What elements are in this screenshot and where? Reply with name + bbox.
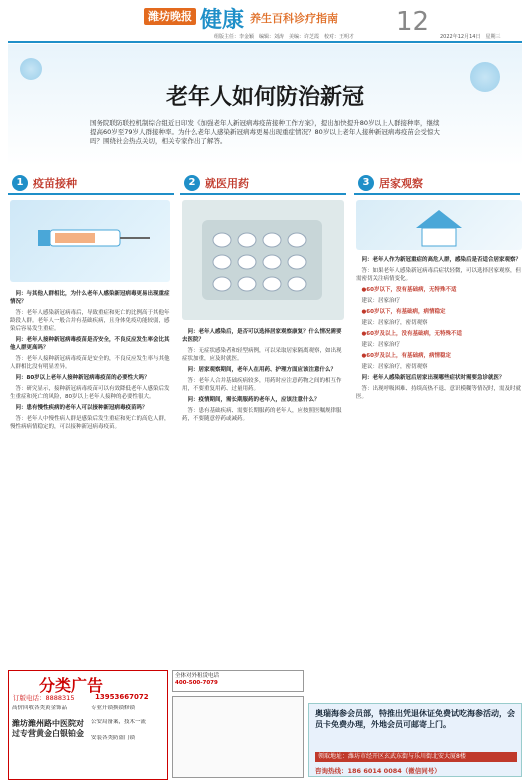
classified-item: 安装各类防盗门锁: [91, 735, 136, 741]
section-number: 1: [12, 175, 28, 191]
header-divider: [8, 41, 522, 43]
ad-address: 领取地址：潍坊市经开区玄武东街与乐川街北安大厦8楼: [315, 752, 517, 762]
misc-ad: [172, 696, 304, 778]
classified-phone: 订版电话：8888315: [13, 694, 75, 702]
question: 问：老年人接种新冠病毒疫苗是否安全，不良反应发生率会比其他人群更高吗？: [10, 337, 170, 351]
section-title: 健康: [200, 7, 245, 33]
section-number: 3: [358, 175, 374, 191]
page-header: [0, 0, 530, 42]
col3-qa: [356, 256, 522, 404]
medicine-pills-icon: [182, 200, 344, 320]
credits: 组版主任：李金颖 编辑：刘涛 美编：许芝霞 校对：王明才: [214, 34, 355, 40]
page-number: 12: [396, 7, 430, 37]
ad-headline: 奥瑞海参会员部，特推出凭退休证免费试吃海参活动，会员卡免费办理，外地会员可邮寄上门。: [315, 709, 515, 729]
answer: 答：出现呼吸困难、持续高热不退、意识模糊等情况时，需及时就医。: [356, 386, 522, 400]
classified-item: 专业开锁换锁修锁: [91, 705, 136, 711]
question: 问：80岁以上老年人接种新冠病毒疫苗的必要性大吗？: [15, 375, 150, 381]
question: 问：老年人作为新冠重症的高危人群，感染后是否适合居家观察？: [361, 257, 522, 263]
section-vaccination: [8, 173, 174, 195]
answer: 答：无症状感染者和轻型病例，可以采取居家隔离观察，如出现症状加重，应及时就医。: [182, 348, 342, 362]
pills-illustration: [182, 200, 344, 320]
section-home-observation: [354, 173, 520, 195]
advice: 建议：居家治疗: [361, 298, 401, 304]
section-heading: 就医用药: [205, 177, 249, 190]
question: 问：与其他人群相比，为什么老年人感染新冠病毒更易出现重症情况？: [10, 291, 170, 305]
classified-item: 高价回收各类黄金饰品: [12, 705, 68, 711]
answer: 答：研究显示，接种新冠病毒疫苗可以有效降低老年人感染后发生重症和死亡的风险，80岁以上老年人接种的必要性很大。: [10, 386, 170, 400]
home-illustration: [356, 200, 522, 250]
classified-item: 潍坊潍州路中医院对过专营黄金白银铂金: [12, 719, 84, 738]
answer: 答：老年人感染新冠病毒后，导致重症和死亡的比例高于其他年龄段人群。老年人一般合并有基础疾病，且身体免疫功能较弱，感染后容易发生重症。: [10, 310, 170, 332]
section-subtitle: 养生百科诊疗指南: [250, 12, 338, 25]
answer: 答：如果老年人感染新冠病毒后症状轻微，可以选择居家观察，但需密切关注病情变化。: [356, 268, 522, 282]
section-number: 2: [184, 175, 200, 191]
advice: 建议：居家治疗，密切观察: [361, 364, 428, 370]
section-heading: 疫苗接种: [33, 177, 77, 190]
classified-title: 分类广告: [39, 676, 104, 695]
classified-phone-mobile: 13953667072: [95, 693, 149, 701]
risk-category: ●60岁及以上，没有基础病，无特殊不适: [361, 331, 462, 337]
answer: 答：老年人接种新冠病毒疫苗是安全的，不良反应发生率与其他人群相比没有明显差异。: [10, 356, 170, 370]
paper-logo: 潍坊晚报: [144, 8, 196, 25]
rental-label: 全体对外租赁电话: [175, 673, 220, 679]
article-intro: 国务院联防联控机制综合组近日印发《加强老年人新冠病毒疫苗接种工作方案》，提出加快提升80岁以上人群接种率，继续提高60岁至79岁人群接种率。为什么老年人感染新冠病毒更易出现重症情况？80岁以上老年人接种新冠病毒疫苗会受惊大吗？围绕社会热点关切，相关专家作出了解答。: [90, 119, 440, 145]
rental-ad: [172, 670, 304, 692]
question: 问：居家观察期间，老年人在用药、护理方面应该注意什么？: [187, 367, 337, 373]
ad-phone: 咨询热线：186 6014 0084（微信同号）: [315, 767, 441, 775]
virus-decoration-icon: [20, 58, 42, 80]
col2-qa: [182, 328, 344, 426]
house-icon: [356, 200, 522, 250]
question: 问：疫情期间，需长期服药的老年人，应该注意什么？: [187, 397, 320, 403]
classified-item: 公安局备案，技术一流: [91, 719, 147, 725]
seacucumber-ad: [308, 703, 522, 777]
question: 问：老年人感染新冠后居家出现哪些症状时需要急诊就医？: [361, 375, 505, 381]
risk-category: ●60岁及以上，有基础病，病情稳定: [361, 353, 451, 359]
vaccine-illustration: [10, 200, 170, 282]
rental-phone: 400-500-7079: [175, 680, 218, 686]
col1-qa: [10, 290, 170, 434]
answer: 答：老年人合并基础疾病较多，用药时应注意药物之间的相互作用，不要重复用药、过量用药。: [182, 378, 342, 392]
issue-date: 2022年12月14日 星期三: [440, 34, 501, 40]
syringe-icon: [10, 200, 170, 282]
section-medical: [180, 173, 346, 195]
risk-category: ●60岁以下，有基础病，病情稳定: [361, 309, 446, 315]
advice: 建议：居家治疗: [361, 342, 401, 348]
question: 问：患有慢性疾病的老年人可以接种新冠病毒疫苗吗？: [15, 405, 148, 411]
answer: 答：老年人中慢性病人群是感染后发生重症和死亡的高危人群，慢性病病情稳定的，可以接种新冠病毒疫苗。: [10, 416, 170, 430]
question: 问：老年人感染后，是否可以选择居家观察康复？什么情况需要去医院？: [182, 329, 342, 343]
answer: 答：患有基础疾病、需要长期服药的老年人，应按照医嘱规律服药，不要随意停药或减药。: [182, 408, 342, 422]
classified-ads: [8, 670, 168, 780]
advice: 建议：居家治疗，密切观察: [361, 320, 428, 326]
risk-category: ●60岁以下，没有基础病，无特殊不适: [361, 287, 457, 293]
section-heading: 居家观察: [379, 177, 423, 190]
article-title: 老年人如何防治新冠: [165, 84, 364, 110]
